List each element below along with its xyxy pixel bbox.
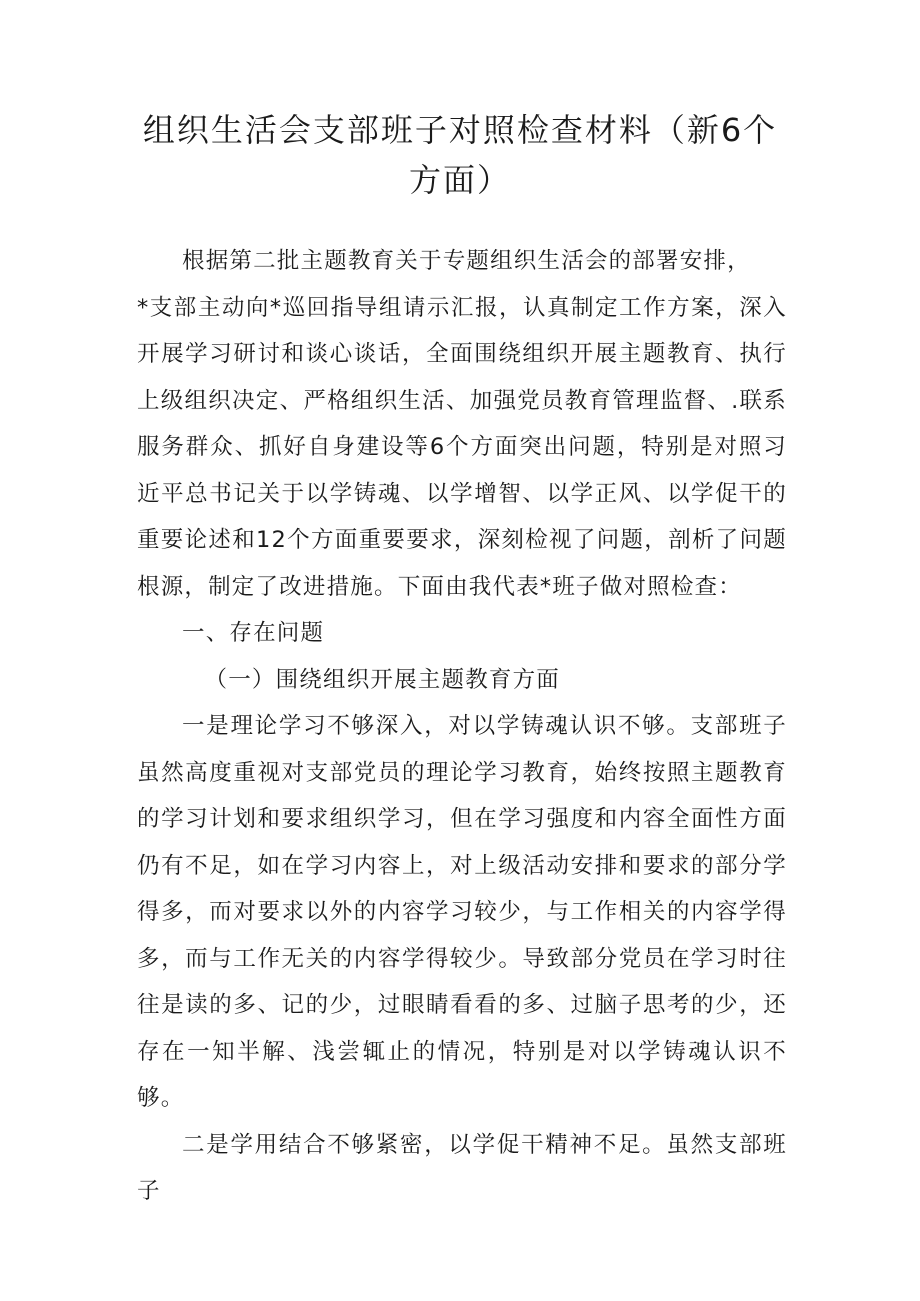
- subsection-heading: （一）围绕组织开展主题教育方面: [204, 666, 561, 693]
- body-paragraph: 一是理论学习不够深入，对以学铸魂认识不够。支部班子虽然高度重视对支部党员的理论学习教育，始终按照主题教育的学习计划和要求组织学习，但在学习强度和内容全面性方面仍有不足，如在学习内容上，对上级活动安排和要求的部分学得多，而对要求以外的内容学习较少，与工作相关的内容学得多，而与工作无关的内容学得较少。导致部分党员在学习时往往是读的多、记的少，过眼睛看看的多、过脑子思考的少，还存在一知半解、浅尝辄止的情况，特别是对以学铸魂认识不够。: [137, 713, 787, 1111]
- intro-paragraph: *支部主动向*巡回指导组请示汇报，认真制定工作方案，深入开展学习研讨和谈心谈话，全面围绕组织开展主题教育、执行上级组织决定、严格组织生活、加强党员教育管理监督、.联系服务群众、抓好自身建设等6个方面突出问题，特别是对照习近平总书记关于以学铸魂、以学增智、以学正风、以学促干的重要论述和12个方面重要要求，深刻检视了问题，剖析了问题根源，制定了改进措施。下面由我代表*班子做对照检查：: [137, 294, 787, 600]
- document-body: [137, 238, 787, 1215]
- intro-paragraph-first-line: 根据第二批主题教育关于专题组织生活会的部署安排，: [182, 248, 751, 274]
- document-title: 组织生活会支部班子对照检查材料（新6个方面）: [142, 111, 778, 199]
- body-paragraph: 二是学用结合不够紧密，以学促干精神不足。虽然支部班子: [137, 1131, 787, 1204]
- section-heading: 一、存在问题: [182, 620, 325, 646]
